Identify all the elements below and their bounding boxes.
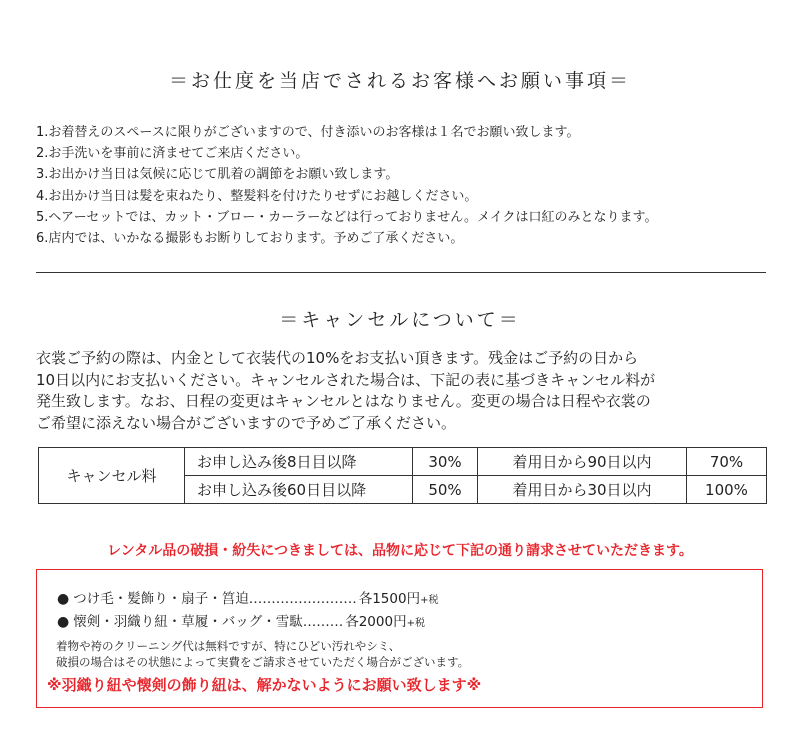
rate-cell: 70% bbox=[687, 448, 767, 476]
rule-item: 2.お手洗いを事前に済ませてご来店ください。 bbox=[36, 146, 309, 162]
rule-item: 5.ヘアーセットでは、カット・ブロー・カーラーなどは行っておりません。メイクは口紅のみとなります。 bbox=[36, 209, 658, 225]
rental-fee-box bbox=[36, 569, 763, 708]
cord-warning: ※羽織り紐や懐剣の飾り紐は、解かないようにお願い致します※ bbox=[47, 676, 482, 694]
item-price: 各1500円 bbox=[358, 591, 421, 607]
cancel-paragraph-line: 10日以内にお支払いください。キャンセルされた場合は、下記の表に基づきキャンセル料が bbox=[36, 370, 656, 389]
rule-item: 3.お出かけ当日は気候に応じて肌着の調節をお願い致します。 bbox=[36, 167, 399, 183]
cleaning-note-line: 破損の場合はその状態によって実費をご請求させていただく場合がございます。 bbox=[56, 655, 470, 669]
rental-damage-notice: レンタル品の破損・紛失につきましては、品物に応じて下記の通り請求させていただきます。 bbox=[107, 543, 693, 559]
item-tax: +税 bbox=[420, 595, 439, 606]
rule-item: 6.店内では、いかなる撮影もお断りしております。予めご了承ください。 bbox=[36, 231, 464, 247]
table-row bbox=[39, 448, 767, 476]
item-name: つけ毛・髪飾り・扇子・筥迫 bbox=[73, 591, 249, 607]
item-leader: ……… bbox=[302, 614, 344, 630]
rate-cell: 100% bbox=[687, 476, 767, 504]
rental-fee-item bbox=[57, 587, 438, 607]
item-tax: +税 bbox=[406, 618, 425, 629]
cancel-paragraph-line: 衣裳ご予約の際は、内金として衣装代の10%をお支払い頂きます。残金はご予約の日から bbox=[36, 349, 639, 367]
cancel-paragraph-line: ご希望に添えない場合がございますので予めご了承ください。 bbox=[36, 413, 457, 432]
bullet-icon: ● bbox=[57, 614, 70, 630]
cancel-title: ＝キャンセルについて＝ bbox=[279, 309, 521, 331]
rental-fee-item bbox=[57, 610, 425, 630]
item-price: 各2000円 bbox=[345, 614, 407, 630]
rule-item: 1.お着替えのスペースに限りがございますので、付き添いのお客様は１名でお願い致します。 bbox=[36, 125, 580, 140]
rate-cell: 30% bbox=[413, 448, 478, 476]
rate-cell: 50% bbox=[413, 476, 478, 504]
table-row-header: キャンセル料 bbox=[39, 448, 185, 504]
rule-item: 4.お出かけ当日は髪を束ねたり、整髪料を付けたりせずにお越しください。 bbox=[36, 188, 478, 204]
condition-cell: お申し込み後8日目以降 bbox=[185, 448, 413, 476]
section-divider bbox=[36, 272, 766, 273]
cancellation-fee-table bbox=[38, 447, 767, 504]
cancel-paragraph bbox=[36, 348, 776, 434]
bullet-icon: ● bbox=[57, 591, 70, 607]
item-name: 懐剣・羽織り紐・草履・バッグ・雪駄 bbox=[73, 614, 303, 630]
condition-cell: 着用日から30日以内 bbox=[478, 476, 687, 504]
item-leader: …………………… bbox=[248, 591, 357, 607]
cancel-paragraph-line: 発生致します。なお、日程の変更はキャンセルとはなりません。変更の場合は日程や衣裳の bbox=[36, 392, 651, 410]
preparation-rules-list bbox=[36, 122, 776, 249]
condition-cell: 着用日から90日以内 bbox=[478, 448, 687, 476]
preparation-title: ＝お仕度を当店でされるお客様へお願い事項＝ bbox=[168, 70, 631, 92]
condition-cell: お申し込み後60日目以降 bbox=[185, 476, 413, 504]
cleaning-note-line: 着物や袴のクリーニング代は無料ですが、特にひどい汚れやシミ、 bbox=[56, 639, 401, 653]
